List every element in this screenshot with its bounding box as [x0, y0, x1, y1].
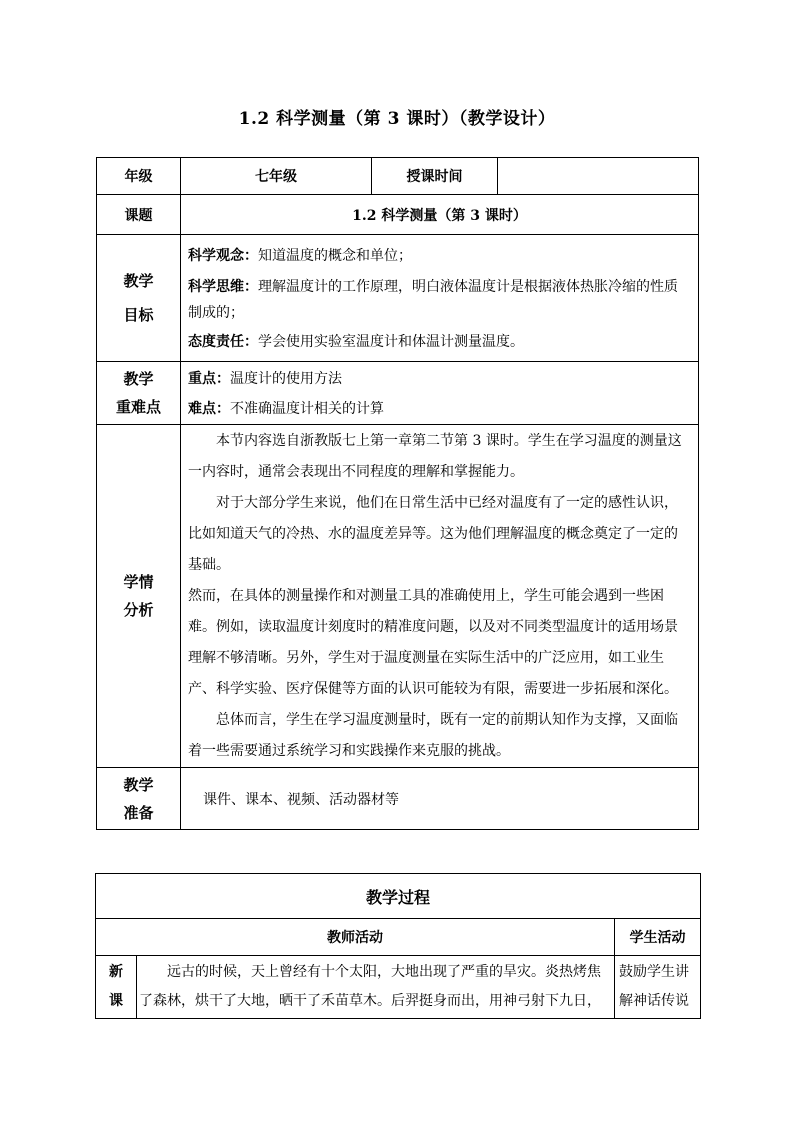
prep-content: 课件、课本、视频、活动器材等 [181, 768, 699, 830]
key-key: 重点： [188, 371, 230, 387]
lesson-info-table [96, 157, 699, 830]
attitude-text: 学会使用实验室温度计和体温计测量温度。 [258, 334, 524, 350]
thinking-text: 理解温度计的工作原理，明白液体温度计是根据液体热胀冷缩的性质制成的； [188, 279, 678, 321]
new-lesson-row [96, 956, 701, 1019]
analysis-paragraph-4: 总体而言，学生在学习温度测量时，既有一定的前期认知作为支撑，又面临着一些需要通过系统学习和实践操作来克服的挑战。 [188, 711, 678, 759]
prep-label-line2: 准备 [123, 803, 154, 822]
analysis-paragraph-1: 本节内容选自浙教版七上第一章第二节第 3 课时。学生在学习温度的测量这一内容时，通常会表现出不同程度的理解和掌握能力。 [188, 432, 682, 480]
keypoints-row [97, 362, 699, 425]
process-title: 教学过程 [96, 874, 701, 919]
goals-row [97, 235, 699, 362]
grade-row [97, 158, 699, 195]
analysis-paragraph-2: 对于大部分学生来说，他们在日常生活中已经对温度有了一定的感性认识，比如知道天气的冷热、水的温度差异等。这为他们理解温度的概念奠定了一定的基础。 [188, 494, 678, 573]
time-value [498, 158, 699, 195]
stage-label-line1: 新 [109, 964, 123, 980]
grade-label: 年级 [97, 158, 181, 195]
process-header-row [96, 919, 701, 956]
goals-label [97, 235, 181, 362]
process-table [95, 873, 701, 1019]
goals-label-line2: 目标 [123, 306, 154, 324]
attitude-key: 态度责任： [188, 334, 258, 350]
topic-row [97, 195, 699, 235]
diff-key: 难点： [188, 401, 230, 417]
teacher-activity-header: 教师活动 [96, 919, 615, 956]
document-title: 1.2 科学测量（第 3 课时）（教学设计） [238, 109, 556, 129]
student-activity-header: 学生活动 [615, 919, 701, 956]
time-label: 授课时间 [372, 158, 498, 195]
stage-label-line2: 课 [109, 993, 123, 1009]
analysis-label-line1: 学情 [123, 573, 154, 591]
keypoints-content [181, 362, 699, 425]
analysis-label-line2: 分析 [123, 601, 154, 619]
key-text: 温度计的使用方法 [230, 371, 342, 387]
analysis-paragraph-3: 然而，在具体的测量操作和对测量工具的准确使用上，学生可能会遇到一些困难。例如，读取温度计刻度时的精准度问题，以及对不同类型温度计的适用场景理解不够清晰。另外，学生对于温度测量在实际生活中的广泛应用，如工业生产、科学实验、医疗保健等方面的认识可能较为有限，需要进一步拓展和深化。 [188, 587, 678, 697]
teacher-activity-content [137, 956, 615, 1019]
prep-row [97, 768, 699, 830]
stage-label [96, 956, 137, 1019]
keypoints-label-line1: 教学 [123, 370, 154, 388]
concept-text: 知道温度的概念和单位； [258, 248, 412, 264]
process-title-row [96, 874, 701, 919]
goals-content [181, 235, 699, 362]
analysis-content [181, 425, 699, 768]
teacher-activity-text: 远古的时候，天上曾经有十个太阳，大地出现了严重的旱灾。炎热烤焦了森林，烘干了大地，晒干了禾苗草木。后羿挺身而出，用神弓射下九日， [139, 964, 601, 1009]
grade-value: 七年级 [181, 158, 372, 195]
analysis-row [97, 425, 699, 768]
topic-value: 1.2 科学测量（第 3 课时） [181, 195, 699, 235]
prep-label-line1: 教学 [123, 775, 154, 794]
keypoints-label-line2: 重难点 [115, 398, 161, 416]
thinking-key: 科学思维： [188, 279, 258, 295]
topic-label: 课题 [97, 195, 181, 235]
analysis-label [97, 425, 181, 768]
prep-label [97, 768, 181, 830]
diff-text: 不准确温度计相关的计算 [230, 401, 384, 417]
goals-label-line1: 教学 [123, 272, 154, 290]
concept-key: 科学观念： [188, 248, 258, 264]
student-activity-content: 鼓励学生讲解神话传说 [615, 956, 701, 1019]
keypoints-label [97, 362, 181, 425]
